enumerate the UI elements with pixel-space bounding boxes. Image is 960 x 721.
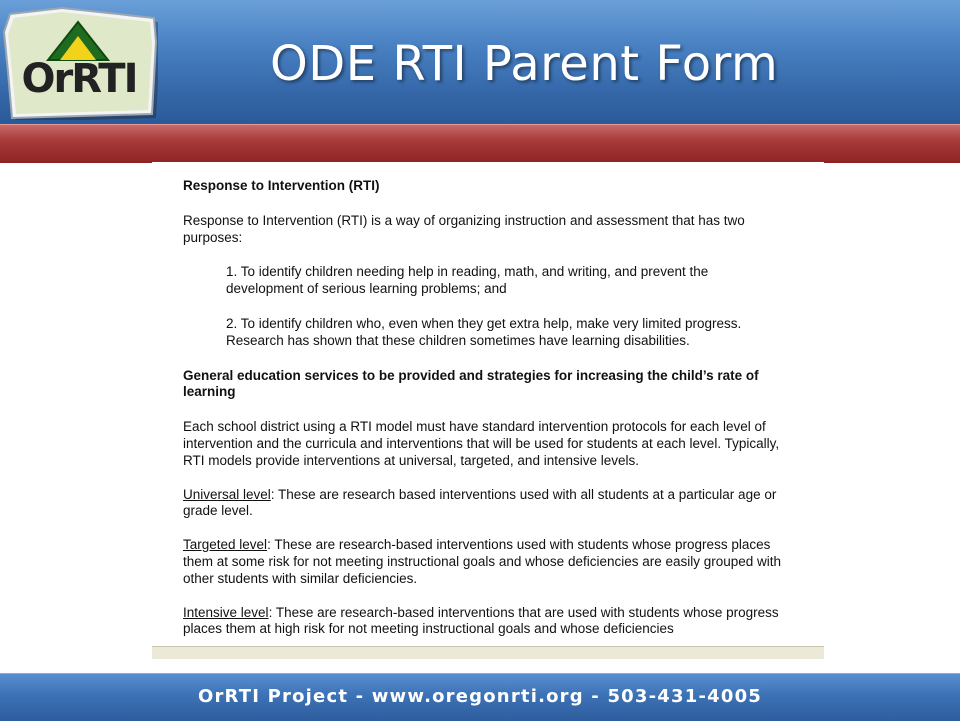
doc-list-item-1: 1. To identify children needing help in reading, math, and writing, and prevent the development of serious learning problems; and <box>226 264 709 297</box>
intensive-level-label: Intensive level <box>183 604 269 620</box>
doc-heading-services: General education services to be provided and strategies for increasing the child’s rate of learning <box>183 367 759 400</box>
doc-paragraph-universal <box>183 487 783 521</box>
doc-heading-rti: Response to Intervention (RTI) <box>183 178 380 193</box>
doc-paragraph-intro: Response to Intervention (RTI) is a way of organizing instruction and assessment that has two purposes: <box>183 212 745 245</box>
footer-contact-text: OrRTI Project - www.oregonrti.org - 503-431-4005 <box>197 686 763 707</box>
header-stripe <box>0 124 960 163</box>
targeted-level-label: Targeted level <box>183 537 268 553</box>
targeted-level-text: : These are research-based interventions used with students whose progress places them at some risk for not meeting instructional goals and whose deficiencies are easily grouped with other students with similar deficiencies. <box>183 537 782 586</box>
doc-list-item-2: 2. To identify children who, even when they get extra help, make very limited progress. Research has shown that these children sometimes have learning disabilities. <box>226 315 742 348</box>
document-bottom-edge <box>152 646 824 659</box>
universal-level-label: Universal level <box>183 486 271 502</box>
universal-level-text: : These are research based interventions used with all students at a particular age or grade level. <box>183 486 777 519</box>
doc-paragraph-intensive <box>183 605 783 639</box>
doc-paragraph-protocols: Each school district using a RTI model must have standard intervention protocols for each level of intervention and the curricula and interventions that will be used for students at each level. Typically, RTI models provide interventions at universal, targeted, and intensive levels. <box>183 419 780 468</box>
footer-bar <box>0 673 960 721</box>
intensive-level-text: : These are research-based interventions that are used with students whose progress places them at high risk for not meeting instructional goals and whose deficiencies <box>183 604 779 637</box>
document-image <box>152 162 824 658</box>
logo-text: OrRTI <box>21 56 137 102</box>
document-body <box>183 178 783 638</box>
doc-paragraph-targeted <box>183 537 783 587</box>
page-title: ODE RTI Parent Form <box>270 36 779 92</box>
orrti-logo <box>2 2 158 120</box>
